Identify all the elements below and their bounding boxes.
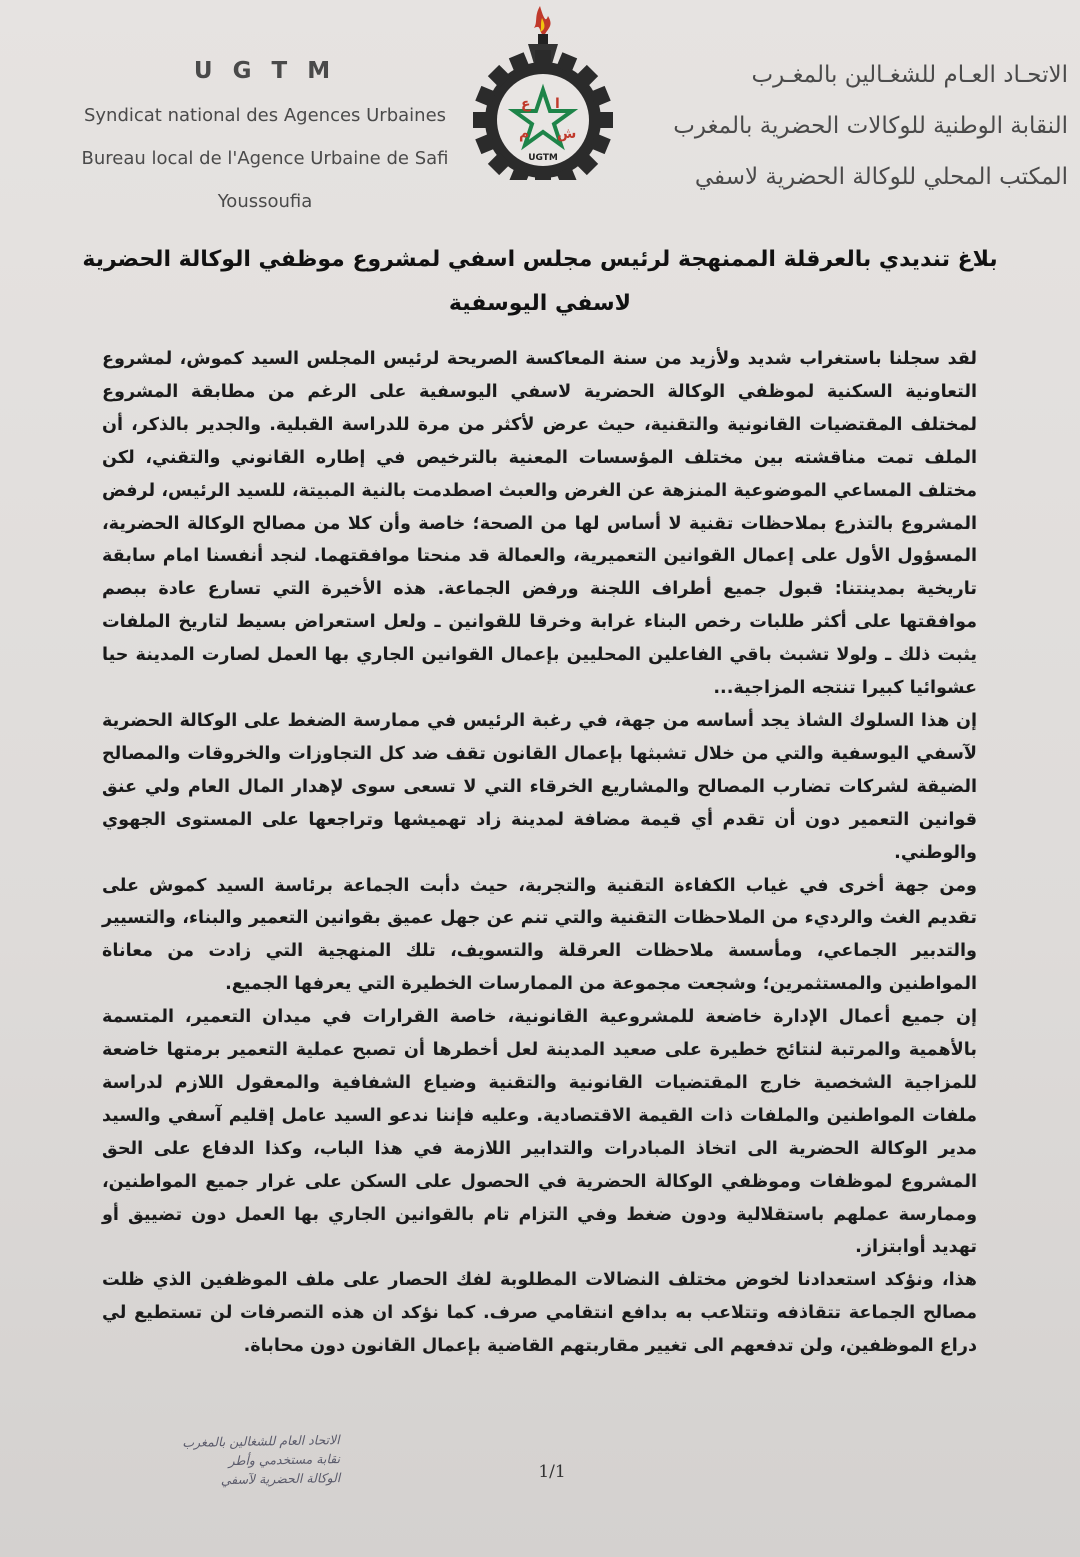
stamp-line-1: الاتحاد العام للشغالين بالمغرب	[182, 1432, 340, 1450]
title-line-2: لاسفي اليوسفية	[448, 291, 632, 316]
paragraph: إن هذا السلوك الشاذ يجد أساسه من جهة، في رغبة الرئيس في ممارسة الضغط على الوكالة الحضرية لآسفي اليوسفية والتي من خلال تشبثها بإعمال القانون تقف ضد كل التجاوزات والخروقات والمصالح الضيقة لشركات تضارب المصالح والمشاريع الخرقاء التي لا تسعى سوى لإهدار المال العام ولي عنق قوانين التعمير دون أن تقدم أي قيمة مضافة لمدينة زاد تهميشها وتراجعها على المستوى الجهوي والوطني.	[102, 710, 977, 863]
page-number: 1/1	[538, 1462, 566, 1482]
document-body	[102, 343, 977, 1363]
paragraph: إن جميع أعمال الإدارة خاضعة للمشروعية القانونية، خاصة القرارات في ميدان التعمير، المتسمة بالأهمية والمرتبة لنتائج خطيرة على صعيد المدينة لعل أخطرها أن تصبح عملية التعمير برمتها خاضعة للمزاجية الشخصية خارج المقتضيات القانونية والتقنية وضياع الشفافية والمعقول اللازم لدراسة ملفات المواطنين والملفات ذات القيمة الاقتصادية. وعليه فإننا ندعو السيد عامل إقليم آسفي والسيد مدير الوكالة الحضرية الى اتخاذ المبادرات والتدابير اللازمة في هذا الباب، وكذا الدفاع على الحق المشروع لموظفات وموظفي الوكالة الحضرية في الحصول على السكن على غرار جميع المواطنين، وممارسة عملهم باستقلالية ودون ضغط وفي التزام تام بالقوانين الجاري بها العمل دون تضييق أو تهديد أوابتزاز.	[102, 1007, 977, 1258]
french-header	[40, 58, 490, 223]
stamp-line-2: نقابة مستخدمي وأطر	[228, 1451, 341, 1469]
arabic-header-line-3: المكتب المحلي للوكالة الحضرية لاسفي	[694, 164, 1068, 190]
french-header-line-1: Syndicat national des Agences Urbaines	[83, 105, 447, 126]
svg-text:ا: ا	[555, 96, 560, 112]
stamp-line-3: الوكالة الحضرية لآسفي	[220, 1470, 341, 1488]
french-header-line-2: Bureau local de l'Agence Urbaine de Safi	[81, 148, 449, 169]
french-header-line-3: Youssoufia	[217, 191, 313, 212]
arabic-header	[638, 50, 1068, 203]
org-acronym: U G T M	[193, 58, 337, 84]
ugtm-logo	[468, 2, 618, 180]
paragraph: هذا، ونؤكد استعدادنا لخوض مختلف النضالات المطلوبة لفك الحصار على ملف الموظفين الذي ظلت مصالح الجماعة تتقاذفه وتتلاعب به بدافع انتقامي صرف. كما نؤكد ان هذه التصرفات لن تستطيع لي دراع الموظفين، ولن تدفعهم الى تغيير مقاربتهم القاضية بإعمال القانون دون محاباة.	[102, 1270, 977, 1357]
document-title	[60, 238, 1020, 326]
svg-text:م: م	[519, 126, 530, 142]
svg-text:ش: ش	[557, 126, 577, 142]
logo-text: UGTM	[528, 153, 558, 163]
svg-text:ع: ع	[521, 96, 531, 112]
arabic-header-line-1: الاتحـاد العـام للشغـالين بالمغـرب	[751, 62, 1068, 88]
paragraph: لقد سجلنا باستغراب شديد ولأزيد من سنة المعاكسة الصريحة لرئيس المجلس السيد كموش، لمشروع التعاونية السكنية لموظفي الوكالة الحضرية لاسفي اليوسفية على الرغم من مطابقة المشروع لمختلف المقتضيات القانونية والتقنية، حيث عرض لأكثر من مرة للدراسة القبلية. والجدير بالذكر، أن الملف تمت مناقشته بين مختلف المؤسسات المعنية بالترخيص في إطاره القانوني والتقني، لكن مختلف المساعي الموضوعية المنزهة عن الغرض والعبث اصطدمت بالنية المبيتة، للسيد الرئيس، لرفض المشروع بالتذرع بملاحظات تقنية لا أساس لها من الصحة؛ خاصة وأن كلا من مصالح الوكالة الحضرية، المسؤول الأول على إعمال القوانين التعميرية، والعمالة قد منحتا موافقتهما. لنجد أنفسنا امام سابقة تاريخية بمدينتنا: قبول جميع أطراف اللجنة ورفض الجماعة. هذه الأخيرة التي تسارع عادة ببصم موافقتها على أكثر طلبات رخص البناء غرابة وخرقا للقوانين ـ ولعل استعراض بسيط لتاريخ الملفات يثبت ذلك ـ ولولا تشبث باقي الفاعلين المحليين بإعمال القوانين الجاري بها العمل لصارت المدينة حيا عشوائيا كبيرا تنتجه المزاجية...	[102, 349, 977, 699]
paragraph: ومن جهة أخرى في غياب الكفاءة التقنية والتجربة، حيث دأبت الجماعة برئاسة السيد كموش على تقديم الغث والرديء من الملاحظات التقنية والتي تنم عن جهل عميق بقوانين التعمير والبناء، والتسيير والتدبير الجماعي، ومأسسة ملاحظات العرقلة والتسويف، تلك المنهجية التي زادت من معاناة المواطنين والمستثمرين؛ وشجعت مجموعة من الممارسات الخطيرة التي يعرفها الجميع.	[102, 875, 977, 995]
signature-stamp	[125, 1430, 341, 1491]
title-line-1: بلاغ تنديدي بالعرقلة الممنهجة لرئيس مجلس اسفي لمشروع موظفي الوكالة الحضرية	[82, 247, 998, 272]
arabic-header-line-2: النقابة الوطنية للوكالات الحضرية بالمغرب	[673, 113, 1068, 139]
